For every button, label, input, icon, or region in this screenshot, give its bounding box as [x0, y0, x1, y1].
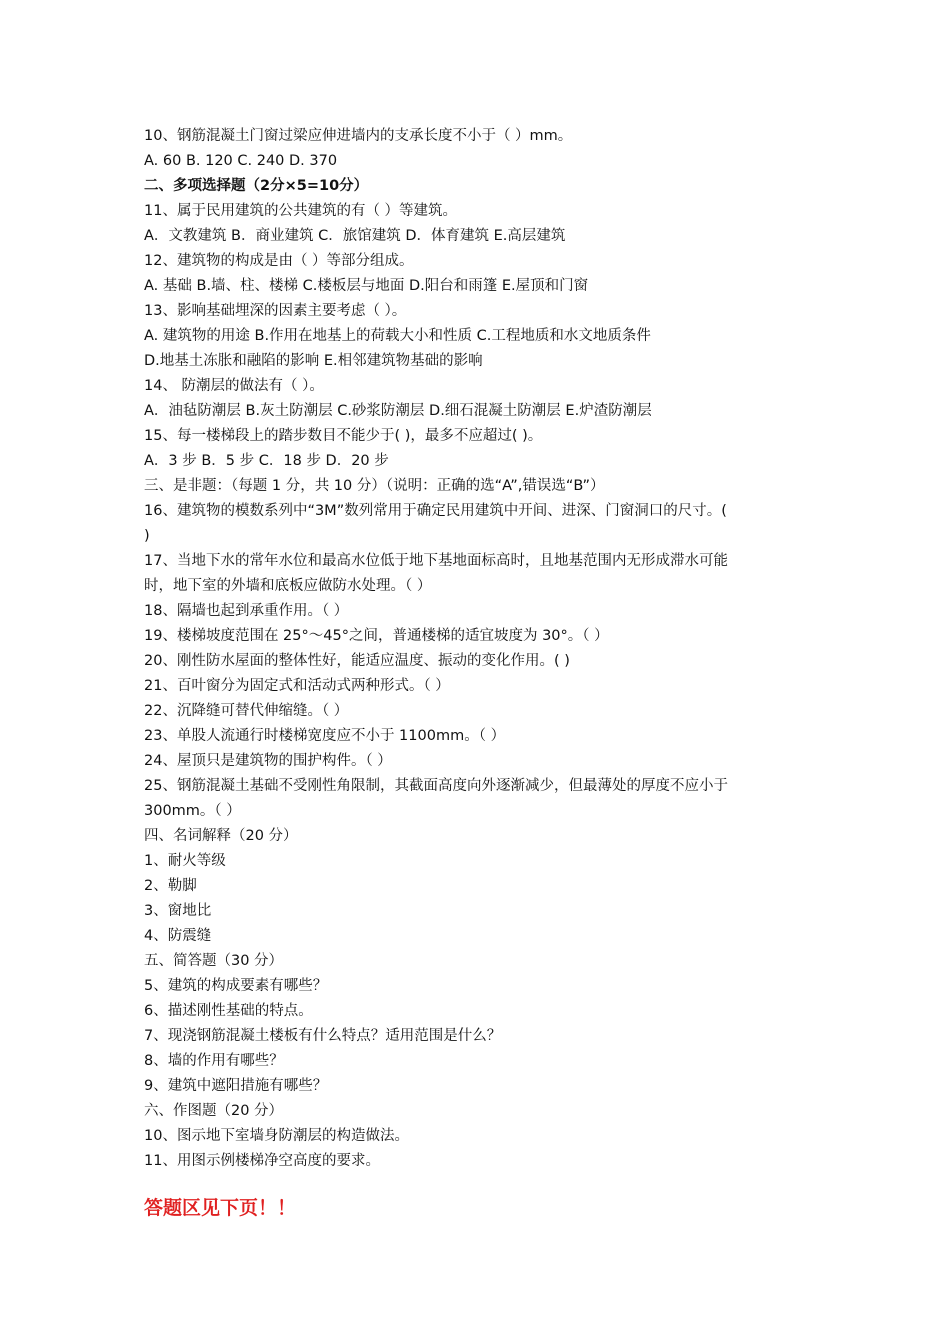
text-line: A．文教建筑 B．商业建筑 C．旅馆建筑 D．体育建筑 E.高层建筑 [144, 228, 566, 244]
text-line: 二、多项选择题（2分×5=10分） [144, 178, 369, 194]
text-line: 四、名词解释（20 分） [144, 828, 298, 844]
text-line: 6、描述刚性基础的特点。 [144, 1003, 313, 1019]
text-line: 10、钢筋混凝土门窗过梁应伸进墙内的支承长度不小于（ ）mm。 [144, 128, 573, 144]
text-line: A. 基础 B.墙、柱、楼梯 C.楼板层与地面 D.阳台和雨篷 E.屋顶和门窗 [144, 278, 589, 294]
text-line: 三、是非题：（每题 1 分，共 10 分）（说明：正确的选“A”,错误选“B”） [144, 478, 605, 494]
text-line: A．3 步 B．5 步 C．18 步 D．20 步 [144, 453, 389, 469]
text-line: 2、勒脚 [144, 878, 197, 894]
text-line: 11、用图示例楼梯净空高度的要求。 [144, 1153, 380, 1169]
text-line: 1、耐火等级 [144, 853, 226, 869]
text-line: ) [144, 528, 150, 544]
text-line: 3、窗地比 [144, 903, 212, 919]
text-line: 25、钢筋混凝土基础不受刚性角限制，其截面高度向外逐渐减少，但最薄处的厚度不应小于 [144, 778, 728, 794]
text-line: 21、百叶窗分为固定式和活动式两种形式。（ ） [144, 678, 450, 694]
text-line: 17、当地下水的常年水位和最高水位低于地下基地面标高时，且地基范围内无形成滞水可能 [144, 553, 728, 569]
document-body [144, 124, 824, 1174]
text-line: 16、建筑物的模数系列中“3M”数列常用于确定民用建筑中开间、进深、门窗洞口的尺寸。( [144, 503, 727, 519]
text-line: 五、简答题（30 分） [144, 953, 284, 969]
text-line: 4、防震缝 [144, 928, 212, 944]
text-line: 时，地下室的外墙和底板应做防水处理。（ ） [144, 578, 432, 594]
text-line: A．油毡防潮层 B.灰土防潮层 C.砂浆防潮层 D.细石混凝土防潮层 E.炉渣防潮层 [144, 403, 652, 419]
text-line: 18、隔墙也起到承重作用。（ ） [144, 603, 349, 619]
text-line: 15、每一楼梯段上的踏步数目不能少于( )，最多不应超过( )。 [144, 428, 543, 444]
text-line: D.地基土冻胀和融陷的影响 E.相邻建筑物基础的影响 [144, 353, 483, 369]
text-line: 六、作图题（20 分） [144, 1103, 284, 1119]
text-line: 8、墙的作用有哪些？ [144, 1053, 284, 1069]
text-line: 19、楼梯坡度范围在 25°～45°之间，普通楼梯的适宜坡度为 30°。（ ） [144, 628, 609, 644]
text-line: A. 60 B. 120 C. 240 D. 370 [144, 153, 338, 169]
text-line: 5、建筑的构成要素有哪些？ [144, 978, 328, 994]
answer-area-note: 答题区见下页！！ [144, 1197, 297, 1219]
text-line: 300mm。（ ） [144, 803, 241, 819]
text-line: 22、沉降缝可替代伸缩缝。（ ） [144, 703, 349, 719]
text-line: 23、单股人流通行时楼梯宽度应不小于 1100mm。（ ） [144, 728, 506, 744]
text-line: 9、建筑中遮阳措施有哪些？ [144, 1078, 328, 1094]
text-line: 14、 防潮层的做法有（ ）。 [144, 378, 324, 394]
text-line: 7、现浇钢筋混凝土楼板有什么特点？适用范围是什么？ [144, 1028, 502, 1044]
text-line: 12、建筑物的构成是由（ ）等部分组成。 [144, 253, 414, 269]
text-line: 13、影响基础埋深的因素主要考虑（ ）。 [144, 303, 407, 319]
text-line: 10、图示地下室墙身防潮层的构造做法。 [144, 1128, 409, 1144]
text-line: A. 建筑物的用途 B.作用在地基上的荷载大小和性质 C.工程地质和水文地质条件 [144, 328, 651, 344]
text-line: 20、刚性防水屋面的整体性好，能适应温度、振动的变化作用。( ) [144, 653, 570, 669]
text-line: 11、属于民用建筑的公共建筑的有（ ）等建筑。 [144, 203, 458, 219]
text-line: 24、屋顶只是建筑物的围护构件。（ ） [144, 753, 392, 769]
